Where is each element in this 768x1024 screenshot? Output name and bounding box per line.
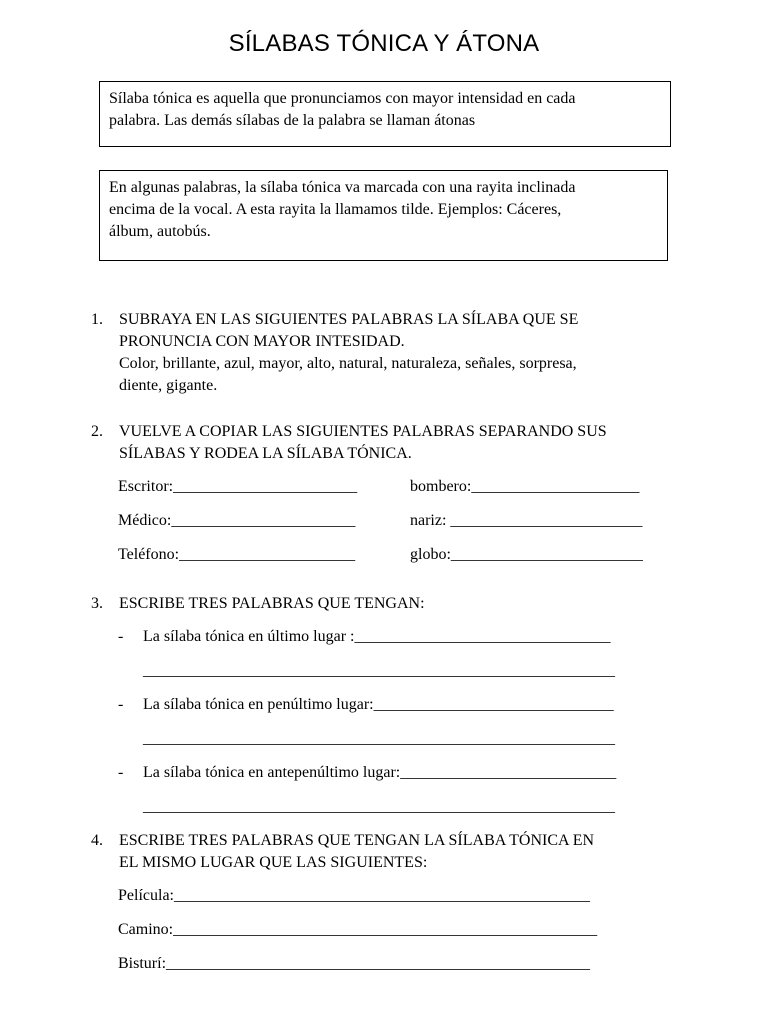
definition-box-tonic-syllable (99, 81, 671, 147)
definition-line: Sílaba tónica es aquella que pronunciamos con mayor intensidad en cada (109, 90, 576, 107)
list-dash: - (118, 696, 124, 713)
answer-line-ultimo[interactable]: La sílaba tónica en último lugar :________________________________ (143, 628, 611, 645)
answer-line-bombero[interactable]: bombero:_____________________ (410, 478, 640, 495)
exercise-instruction-line: VUELVE A COPIAR LAS SIGUIENTES PALABRAS SEPARANDO SUS (119, 423, 607, 440)
answer-line-bisturi[interactable]: Bisturí:_____________________________________________________ (118, 955, 591, 972)
list-dash: - (118, 628, 124, 645)
answer-line-telefono[interactable]: Teléfono:______________________ (118, 546, 356, 563)
exercise-instruction-line: SUBRAYA EN LAS SIGUIENTES PALABRAS LA SÍLABA QUE SE (119, 311, 579, 328)
definition-line: álbum, autobús. (109, 223, 211, 240)
exercise-instruction-line: ESCRIBE TRES PALABRAS QUE TENGAN: (119, 595, 425, 612)
exercise-instruction-line: SÍLABAS Y RODEA LA SÍLABA TÓNICA. (119, 445, 412, 462)
exercise-number: 1. (91, 311, 103, 328)
answer-line-medico[interactable]: Médico:_______________________ (118, 512, 356, 529)
answer-line-antepenultimo-extra[interactable]: ___________________________________________________________ (143, 798, 615, 815)
exercise-2 (0, 421, 768, 571)
answer-line-camino[interactable]: Camino:_____________________________________________________ (118, 921, 598, 938)
answer-line-antepenultimo[interactable]: La sílaba tónica en antepenúltimo lugar:___________________________ (143, 764, 617, 781)
exercise-word-list: diente, gigante. (119, 377, 218, 394)
exercise-word-list: Color, brillante, azul, mayor, alto, natural, naturaleza, señales, sorpresa, (119, 355, 577, 372)
answer-line-pelicula[interactable]: Película:____________________________________________________ (118, 887, 590, 904)
exercise-number: 4. (91, 832, 103, 849)
answer-line-escritor[interactable]: Escritor:_______________________ (118, 478, 358, 495)
answer-line-nariz[interactable]: nariz: ________________________ (410, 512, 643, 529)
exercise-4 (0, 830, 768, 980)
exercise-instruction-line: ESCRIBE TRES PALABRAS QUE TENGAN LA SÍLABA TÓNICA EN (119, 832, 595, 849)
answer-line-penultimo[interactable]: La sílaba tónica en penúltimo lugar:______________________________ (143, 696, 614, 713)
exercise-1 (0, 309, 768, 399)
answer-line-ultimo-extra[interactable]: ___________________________________________________________ (143, 662, 615, 679)
definition-line: palabra. Las demás sílabas de la palabra se llaman átonas (109, 112, 476, 129)
page-title: SÍLABAS TÓNICA Y ÁTONA (228, 30, 540, 57)
exercise-number: 3. (91, 595, 103, 612)
definition-line: En algunas palabras, la sílaba tónica va marcada con una rayita inclinada (109, 179, 576, 196)
answer-line-globo[interactable]: globo:________________________ (410, 546, 643, 563)
definition-box-tilde (99, 170, 668, 261)
exercise-number: 2. (91, 423, 103, 440)
exercise-instruction-line: EL MISMO LUGAR QUE LAS SIGUIENTES: (119, 854, 428, 871)
list-dash: - (118, 764, 124, 781)
exercise-instruction-line: PRONUNCIA CON MAYOR INTESIDAD. (119, 333, 405, 350)
definition-line: encima de la vocal. A esta rayita la llamamos tilde. Ejemplos: Cáceres, (109, 201, 562, 218)
exercise-3 (0, 593, 768, 823)
answer-line-penultimo-extra[interactable]: ___________________________________________________________ (143, 730, 615, 747)
